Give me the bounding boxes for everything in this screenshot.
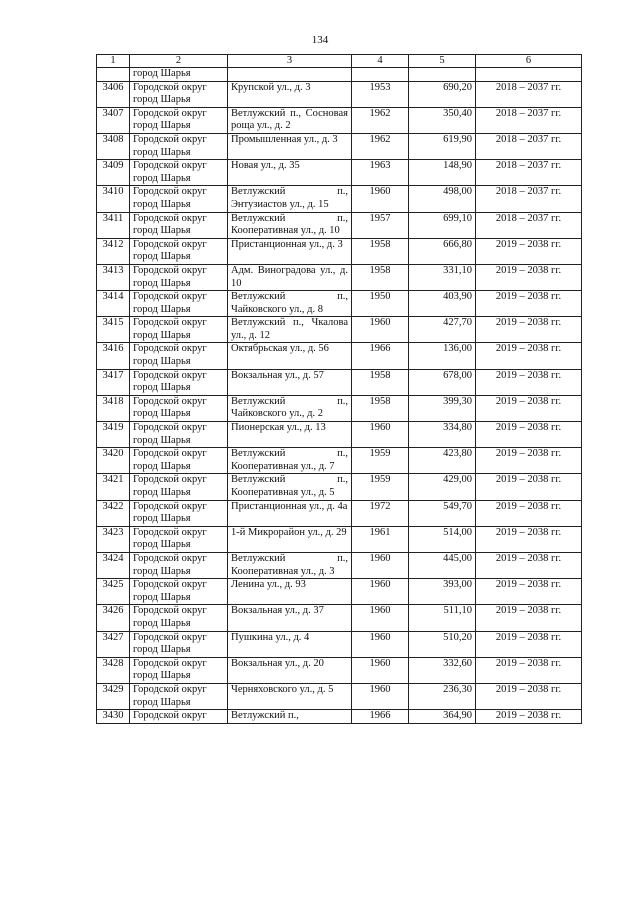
row-number: 3410 <box>97 186 130 212</box>
table-row <box>97 474 582 500</box>
row-number: 3426 <box>97 605 130 631</box>
area-cell: 510,20 <box>409 631 476 657</box>
municipality-cell: Городской округ город Шарья <box>130 657 228 683</box>
municipality-cell: Городской округ город Шарья <box>130 500 228 526</box>
year-built-cell: 1961 <box>352 526 409 552</box>
table-row <box>97 448 582 474</box>
overhaul-period-cell: 2019 – 2038 гг. <box>476 526 582 552</box>
page-number: 134 <box>311 34 329 46</box>
address-cell: Пристанционная ул., д. 4а <box>228 500 352 526</box>
area-cell: 690,20 <box>409 81 476 107</box>
year-built-cell: 1957 <box>352 212 409 238</box>
year-built-cell: 1953 <box>352 81 409 107</box>
row-number: 3422 <box>97 500 130 526</box>
table-row <box>97 500 582 526</box>
table-row <box>97 291 582 317</box>
address-cell: Крупской ул., д. 3 <box>228 81 352 107</box>
overhaul-period-cell: 2019 – 2038 гг. <box>476 422 582 448</box>
area-cell: 498,00 <box>409 186 476 212</box>
year-built-cell: 1960 <box>352 657 409 683</box>
overhaul-period-cell: 2019 – 2038 гг. <box>476 657 582 683</box>
table-row <box>97 657 582 683</box>
row-number: 3424 <box>97 552 130 578</box>
overhaul-period-cell: 2019 – 2038 гг. <box>476 710 582 724</box>
area-cell: 429,00 <box>409 474 476 500</box>
address-cell: Ветлужский п., <box>228 710 352 724</box>
area-cell: 514,00 <box>409 526 476 552</box>
address-cell: Ленина ул., д. 93 <box>228 579 352 605</box>
column-header: 5 <box>409 55 476 68</box>
address-cell: Октябрьская ул., д. 56 <box>228 343 352 369</box>
column-header: 3 <box>228 55 352 68</box>
row-number: 3416 <box>97 343 130 369</box>
table-row <box>97 160 582 186</box>
municipality-cell: Городской округ город Шарья <box>130 605 228 631</box>
area-cell: 423,80 <box>409 448 476 474</box>
address-cell: Ветлужский п., Кооперативная ул., д. 10 <box>228 212 352 238</box>
address-cell: Вокзальная ул., д. 20 <box>228 657 352 683</box>
municipality-cell: Городской округ город Шарья <box>130 448 228 474</box>
table-row <box>97 264 582 290</box>
year-built-cell: 1960 <box>352 683 409 709</box>
area-cell: 136,00 <box>409 343 476 369</box>
area-cell: 427,70 <box>409 317 476 343</box>
address-cell: Ветлужский п., Чкалова ул., д. 12 <box>228 317 352 343</box>
area-cell: 334,80 <box>409 422 476 448</box>
area-cell: 148,90 <box>409 160 476 186</box>
overhaul-period-cell: 2019 – 2038 гг. <box>476 605 582 631</box>
column-header: 1 <box>97 55 130 68</box>
table-row <box>97 395 582 421</box>
year-built-cell: 1958 <box>352 369 409 395</box>
column-header: 6 <box>476 55 582 68</box>
area-cell: 666,80 <box>409 238 476 264</box>
area-cell: 393,00 <box>409 579 476 605</box>
year-built-cell: 1960 <box>352 605 409 631</box>
address-cell: Промышленная ул., д. 3 <box>228 133 352 159</box>
overhaul-period-cell: 2018 – 2037 гг. <box>476 212 582 238</box>
table-header <box>97 55 582 68</box>
year-built-cell: 1960 <box>352 422 409 448</box>
area-cell: 549,70 <box>409 500 476 526</box>
municipality-cell: Городской округ город Шарья <box>130 552 228 578</box>
municipality-cell: Городской округ город Шарья <box>130 395 228 421</box>
municipality-cell: Городской округ город Шарья <box>130 526 228 552</box>
year-built-cell: 1959 <box>352 448 409 474</box>
overhaul-period-cell: 2019 – 2038 гг. <box>476 448 582 474</box>
overhaul-period-cell: 2018 – 2037 гг. <box>476 107 582 133</box>
row-number: 3406 <box>97 81 130 107</box>
area-cell: 364,90 <box>409 710 476 724</box>
overhaul-period-cell: 2019 – 2038 гг. <box>476 238 582 264</box>
overhaul-period-cell: 2019 – 2038 гг. <box>476 500 582 526</box>
table-row <box>97 683 582 709</box>
year-built-cell: 1963 <box>352 160 409 186</box>
row-number: 3427 <box>97 631 130 657</box>
table-row <box>97 710 582 724</box>
overhaul-period-cell: 2018 – 2037 гг. <box>476 160 582 186</box>
municipality-cell: Городской округ город Шарья <box>130 264 228 290</box>
area-cell: 331,10 <box>409 264 476 290</box>
overhaul-period-cell: 2019 – 2038 гг. <box>476 291 582 317</box>
table-row <box>97 186 582 212</box>
address-cell: Ветлужский п., Кооперативная ул., д. 3 <box>228 552 352 578</box>
year-built-cell: 1958 <box>352 238 409 264</box>
overhaul-period-cell: 2018 – 2037 гг. <box>476 81 582 107</box>
overhaul-period-cell: 2019 – 2038 гг. <box>476 552 582 578</box>
column-header: 2 <box>130 55 228 68</box>
address-cell: Новая ул., д. 35 <box>228 160 352 186</box>
area-cell: 619,90 <box>409 133 476 159</box>
year-built-cell: 1960 <box>352 552 409 578</box>
address-cell: Вокзальная ул., д. 57 <box>228 369 352 395</box>
address-cell: Ветлужский п., Сосновая роща ул., д. 2 <box>228 107 352 133</box>
table-row <box>97 422 582 448</box>
table-row <box>97 133 582 159</box>
year-built-cell: 1959 <box>352 474 409 500</box>
area-cell: 403,90 <box>409 291 476 317</box>
year-built-cell: 1960 <box>352 579 409 605</box>
overhaul-period-cell: 2019 – 2038 гг. <box>476 579 582 605</box>
municipality-cell: Городской округ <box>130 710 228 724</box>
area-cell: 332,60 <box>409 657 476 683</box>
address-cell: Черняховского ул., д. 5 <box>228 683 352 709</box>
municipality-cell: Городской округ город Шарья <box>130 683 228 709</box>
row-number: 3413 <box>97 264 130 290</box>
row-number: 3423 <box>97 526 130 552</box>
overhaul-period-cell: 2019 – 2038 гг. <box>476 343 582 369</box>
year-built-cell: 1960 <box>352 631 409 657</box>
row-number: 3428 <box>97 657 130 683</box>
address-cell: Ветлужский п., Кооперативная ул., д. 7 <box>228 448 352 474</box>
row-number: 3430 <box>97 710 130 724</box>
row-number: 3415 <box>97 317 130 343</box>
municipality-cell: Городской округ город Шарья <box>130 631 228 657</box>
year-built-cell: 1950 <box>352 291 409 317</box>
address-cell: Ветлужский п., Чайковского ул., д. 8 <box>228 291 352 317</box>
table-row <box>97 579 582 605</box>
address-cell: Вокзальная ул., д. 37 <box>228 605 352 631</box>
year-built-cell: 1962 <box>352 133 409 159</box>
table-row <box>97 552 582 578</box>
table-row <box>97 81 582 107</box>
row-number: 3418 <box>97 395 130 421</box>
table-row <box>97 343 582 369</box>
municipality-cell: Городской округ город Шарья <box>130 212 228 238</box>
overhaul-period-cell: 2019 – 2038 гг. <box>476 369 582 395</box>
address-cell: Ветлужский п., Кооперативная ул., д. 5 <box>228 474 352 500</box>
table-row <box>97 526 582 552</box>
year-built-cell: 1958 <box>352 395 409 421</box>
overhaul-period-cell: 2019 – 2038 гг. <box>476 474 582 500</box>
row-number: 3417 <box>97 369 130 395</box>
overhaul-period-cell: 2019 – 2038 гг. <box>476 683 582 709</box>
address-cell: Ветлужский п., Энтузиастов ул., д. 15 <box>228 186 352 212</box>
year-built-cell: 1958 <box>352 264 409 290</box>
row-number: 3412 <box>97 238 130 264</box>
year-built-cell: 1972 <box>352 500 409 526</box>
row-number: 3411 <box>97 212 130 238</box>
municipality-cell: Городской округ город Шарья <box>130 107 228 133</box>
row-number: 3419 <box>97 422 130 448</box>
row-number: 3408 <box>97 133 130 159</box>
year-built-cell: 1960 <box>352 317 409 343</box>
table-row <box>97 605 582 631</box>
address-cell: Пионерская ул., д. 13 <box>228 422 352 448</box>
column-number-row <box>97 55 582 68</box>
year-built-cell: 1966 <box>352 343 409 369</box>
overhaul-period-cell: 2019 – 2038 гг. <box>476 317 582 343</box>
area-cell: 699,10 <box>409 212 476 238</box>
municipality-cell: Городской округ город Шарья <box>130 317 228 343</box>
row-number: 3425 <box>97 579 130 605</box>
carryover-row <box>97 68 582 82</box>
overhaul-period-cell: 2019 – 2038 гг. <box>476 395 582 421</box>
municipality-cell: Городской округ город Шарья <box>130 160 228 186</box>
area-cell: 678,00 <box>409 369 476 395</box>
housing-register-table <box>96 54 582 724</box>
municipality-cell: Городской округ город Шарья <box>130 81 228 107</box>
municipality-cell: Городской округ город Шарья <box>130 291 228 317</box>
overhaul-period-cell: 2018 – 2037 гг. <box>476 133 582 159</box>
area-cell: 399,30 <box>409 395 476 421</box>
row-number: 3421 <box>97 474 130 500</box>
row-number: 3429 <box>97 683 130 709</box>
overhaul-period-cell: 2019 – 2038 гг. <box>476 631 582 657</box>
municipality-cell: Городской округ город Шарья <box>130 238 228 264</box>
area-cell: 350,40 <box>409 107 476 133</box>
year-built-cell: 1966 <box>352 710 409 724</box>
municipality-cell: Городской округ город Шарья <box>130 133 228 159</box>
address-cell: Адм. Виноградова ул., д. 10 <box>228 264 352 290</box>
year-built-cell: 1960 <box>352 186 409 212</box>
overhaul-period-cell: 2018 – 2037 гг. <box>476 186 582 212</box>
table-row <box>97 107 582 133</box>
year-built-cell: 1962 <box>352 107 409 133</box>
area-cell: 236,30 <box>409 683 476 709</box>
column-header: 4 <box>352 55 409 68</box>
address-cell: Пушкина ул., д. 4 <box>228 631 352 657</box>
row-number: 3414 <box>97 291 130 317</box>
area-cell: 511,10 <box>409 605 476 631</box>
overhaul-period-cell: 2019 – 2038 гг. <box>476 264 582 290</box>
municipality-cell: Городской округ город Шарья <box>130 474 228 500</box>
municipality-cell: Городской округ город Шарья <box>130 186 228 212</box>
address-cell: Ветлужский п., Чайковского ул., д. 2 <box>228 395 352 421</box>
municipality-cell: Городской округ город Шарья <box>130 579 228 605</box>
table-body <box>97 68 582 724</box>
table-row <box>97 212 582 238</box>
carryover-municipality: город Шарья <box>130 68 228 82</box>
table-row <box>97 317 582 343</box>
row-number: 3407 <box>97 107 130 133</box>
row-number: 3409 <box>97 160 130 186</box>
address-cell: Пристанционная ул., д. 3 <box>228 238 352 264</box>
table-row <box>97 631 582 657</box>
table-row <box>97 238 582 264</box>
row-number: 3420 <box>97 448 130 474</box>
municipality-cell: Городской округ город Шарья <box>130 422 228 448</box>
municipality-cell: Городской округ город Шарья <box>130 369 228 395</box>
municipality-cell: Городской округ город Шарья <box>130 343 228 369</box>
area-cell: 445,00 <box>409 552 476 578</box>
address-cell: 1-й Микрорайон ул., д. 29 <box>228 526 352 552</box>
table-row <box>97 369 582 395</box>
